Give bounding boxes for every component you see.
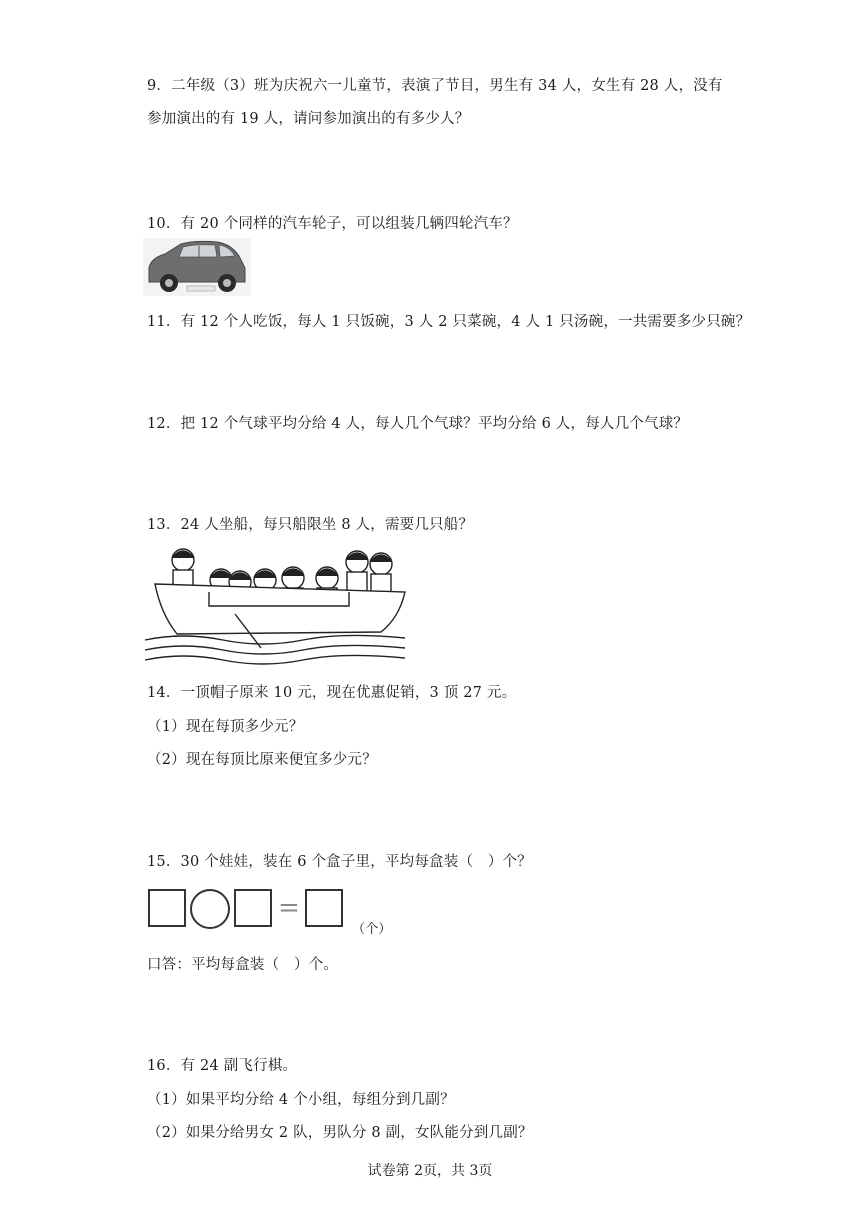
q15-answer: 口答：平均每盒装（ ）个。 <box>147 957 339 973</box>
answer-box-2[interactable] <box>234 889 272 927</box>
q12-text: 12．把 12 个气球平均分给 4 人，每人几个气球？平均分给 6 人，每人几个气球？ <box>147 416 689 432</box>
unit-label: （个） <box>352 922 392 937</box>
answer-box-1[interactable] <box>148 889 186 927</box>
q11-text: 11．有 12 个人吃饭，每人 1 只饭碗，3 人 2 只菜碗，4 人 1 只汤碗，一共需要多少只碗？ <box>147 314 751 330</box>
q16-sub1: （1）如果平均分给 4 个小组，每组分到几副？ <box>147 1092 455 1108</box>
car-image <box>143 238 251 296</box>
page-footer: 试卷第 2页，共 3页 <box>367 1163 493 1179</box>
q13-text: 13．24 人坐船，每只船限坐 8 人，需要几只船？ <box>147 517 474 533</box>
q16-sub2: （2）如果分给男女 2 队，男队分 8 副，女队能分到几副？ <box>147 1125 533 1141</box>
answer-box-result[interactable] <box>305 889 343 927</box>
operator-circle[interactable] <box>190 889 230 929</box>
equals-sign: = <box>278 893 300 923</box>
q14-sub2: （2）现在每顶比原来便宜多少元？ <box>147 752 377 768</box>
boat-children-image <box>143 544 411 668</box>
q14-sub1: （1）现在每顶多少元？ <box>147 719 304 735</box>
q15-text: 15．30 个娃娃，装在 6 个盒子里，平均每盒装（ ）个？ <box>147 854 532 870</box>
q14-text: 14．一顶帽子原来 10 元，现在优惠促销，3 顶 27 元。 <box>147 685 517 701</box>
q9-line2: 参加演出的有 19 人，请问参加演出的有多少人？ <box>147 111 470 127</box>
q16-text: 16．有 24 副飞行棋。 <box>147 1058 298 1074</box>
q10-text: 10．有 20 个同样的汽车轮子，可以组装几辆四轮汽车？ <box>147 216 518 232</box>
q9-line1: 9．二年级（3）班为庆祝六一儿童节，表演了节目，男生有 34 人，女生有 28 人，没有 <box>147 78 723 94</box>
